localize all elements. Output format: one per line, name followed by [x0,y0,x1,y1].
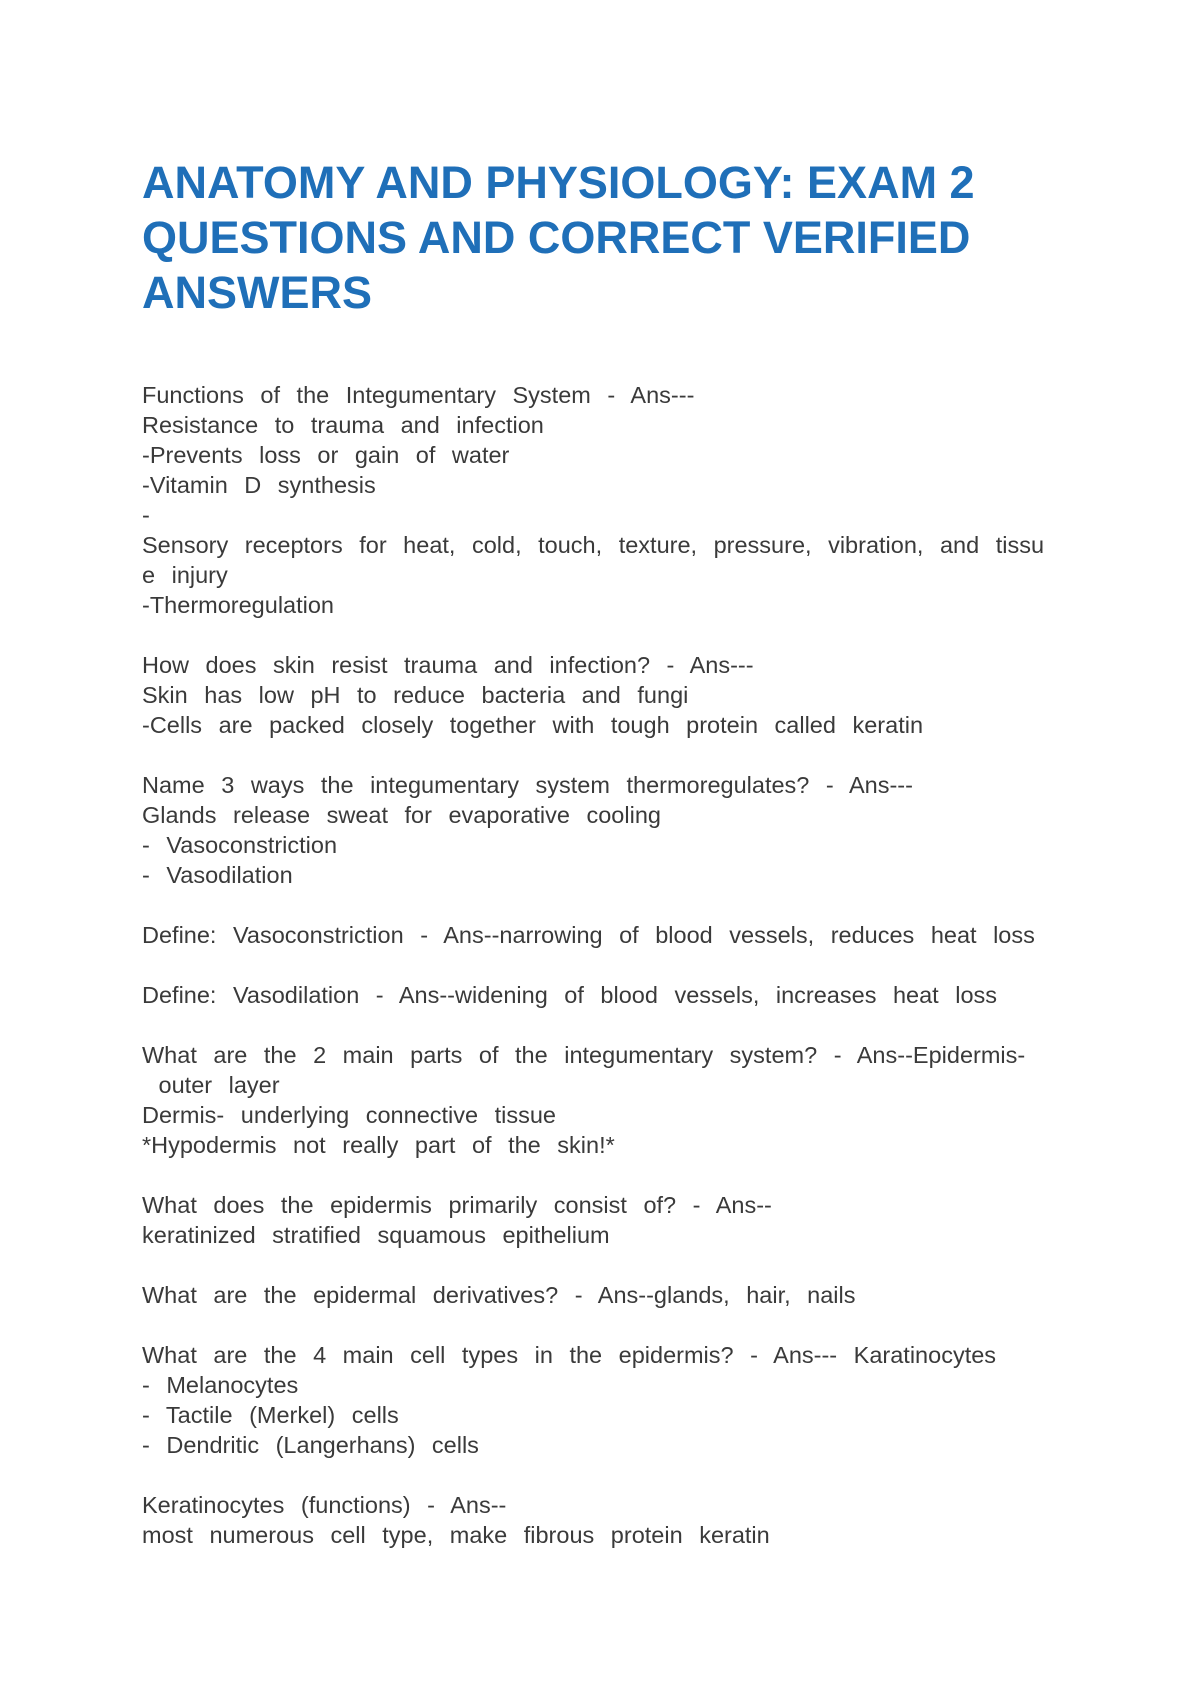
qa-list [142,380,1062,1550]
qa-line: - Vasoconstriction [142,832,338,858]
qa-item [142,920,1062,950]
qa-line: What are the epidermal derivatives? - Ans--glands, hair, nails [142,1282,856,1308]
document-page [142,155,1062,1580]
document-title [142,155,1062,320]
qa-item [142,980,1062,1010]
qa-line: Skin has low pH to reduce bacteria and fungi [142,682,689,708]
qa-line: *Hypodermis not really part of the skin!* [142,1132,615,1158]
qa-item [142,1040,1062,1160]
qa-line: Keratinocytes (functions) - Ans-- [142,1492,507,1518]
qa-line: Name 3 ways the integumentary system thermoregulates? - Ans--- [142,772,913,798]
qa-line: keratinized stratified squamous epithelium [142,1222,610,1248]
qa-item [142,650,1062,740]
qa-line: What does the epidermis primarily consist of? - Ans-- [142,1192,772,1218]
qa-line: What are the 4 main cell types in the epidermis? - Ans--- Karatinocytes [142,1342,997,1368]
qa-line: - [142,502,150,528]
qa-line: -Thermoregulation [142,592,335,618]
title-line: ANSWERS [142,267,373,318]
qa-item [142,380,1062,620]
qa-line: most numerous cell type, make fibrous protein keratin [142,1522,770,1548]
qa-line: Glands release sweat for evaporative cooling [142,802,661,828]
qa-item [142,1280,1062,1310]
qa-line: - Dendritic (Langerhans) cells [142,1432,479,1458]
qa-line: Dermis- underlying connective tissue [142,1102,556,1128]
qa-line: - Melanocytes [142,1372,299,1398]
qa-item [142,770,1062,890]
qa-line: What are the 2 main parts of the integumentary system? - Ans--Epidermis- [142,1042,1026,1068]
qa-line: outer layer [142,1072,280,1098]
qa-line: - Tactile (Merkel) cells [142,1402,399,1428]
qa-line: How does skin resist trauma and infection? - Ans--- [142,652,754,678]
qa-line: - Vasodilation [142,862,293,888]
title-line: ANATOMY AND PHYSIOLOGY: EXAM 2 [142,157,975,208]
qa-line: Define: Vasoconstriction - Ans--narrowing of blood vessels, reduces heat loss [142,922,1035,948]
title-line: QUESTIONS AND CORRECT VERIFIED [142,212,971,263]
qa-line: Resistance to trauma and infection [142,412,544,438]
qa-line: -Prevents loss or gain of water [142,442,510,468]
qa-line: Define: Vasodilation - Ans--widening of blood vessels, increases heat loss [142,982,998,1008]
qa-item [142,1190,1062,1250]
qa-item [142,1490,1062,1550]
qa-line: -Vitamin D synthesis [142,472,376,498]
qa-item [142,1340,1062,1460]
qa-line: Functions of the Integumentary System - Ans--- [142,382,695,408]
qa-line: e injury [142,562,228,588]
qa-line: Sensory receptors for heat, cold, touch, texture, pressure, vibration, and tissu [142,532,1045,558]
qa-line: -Cells are packed closely together with tough protein called keratin [142,712,924,738]
